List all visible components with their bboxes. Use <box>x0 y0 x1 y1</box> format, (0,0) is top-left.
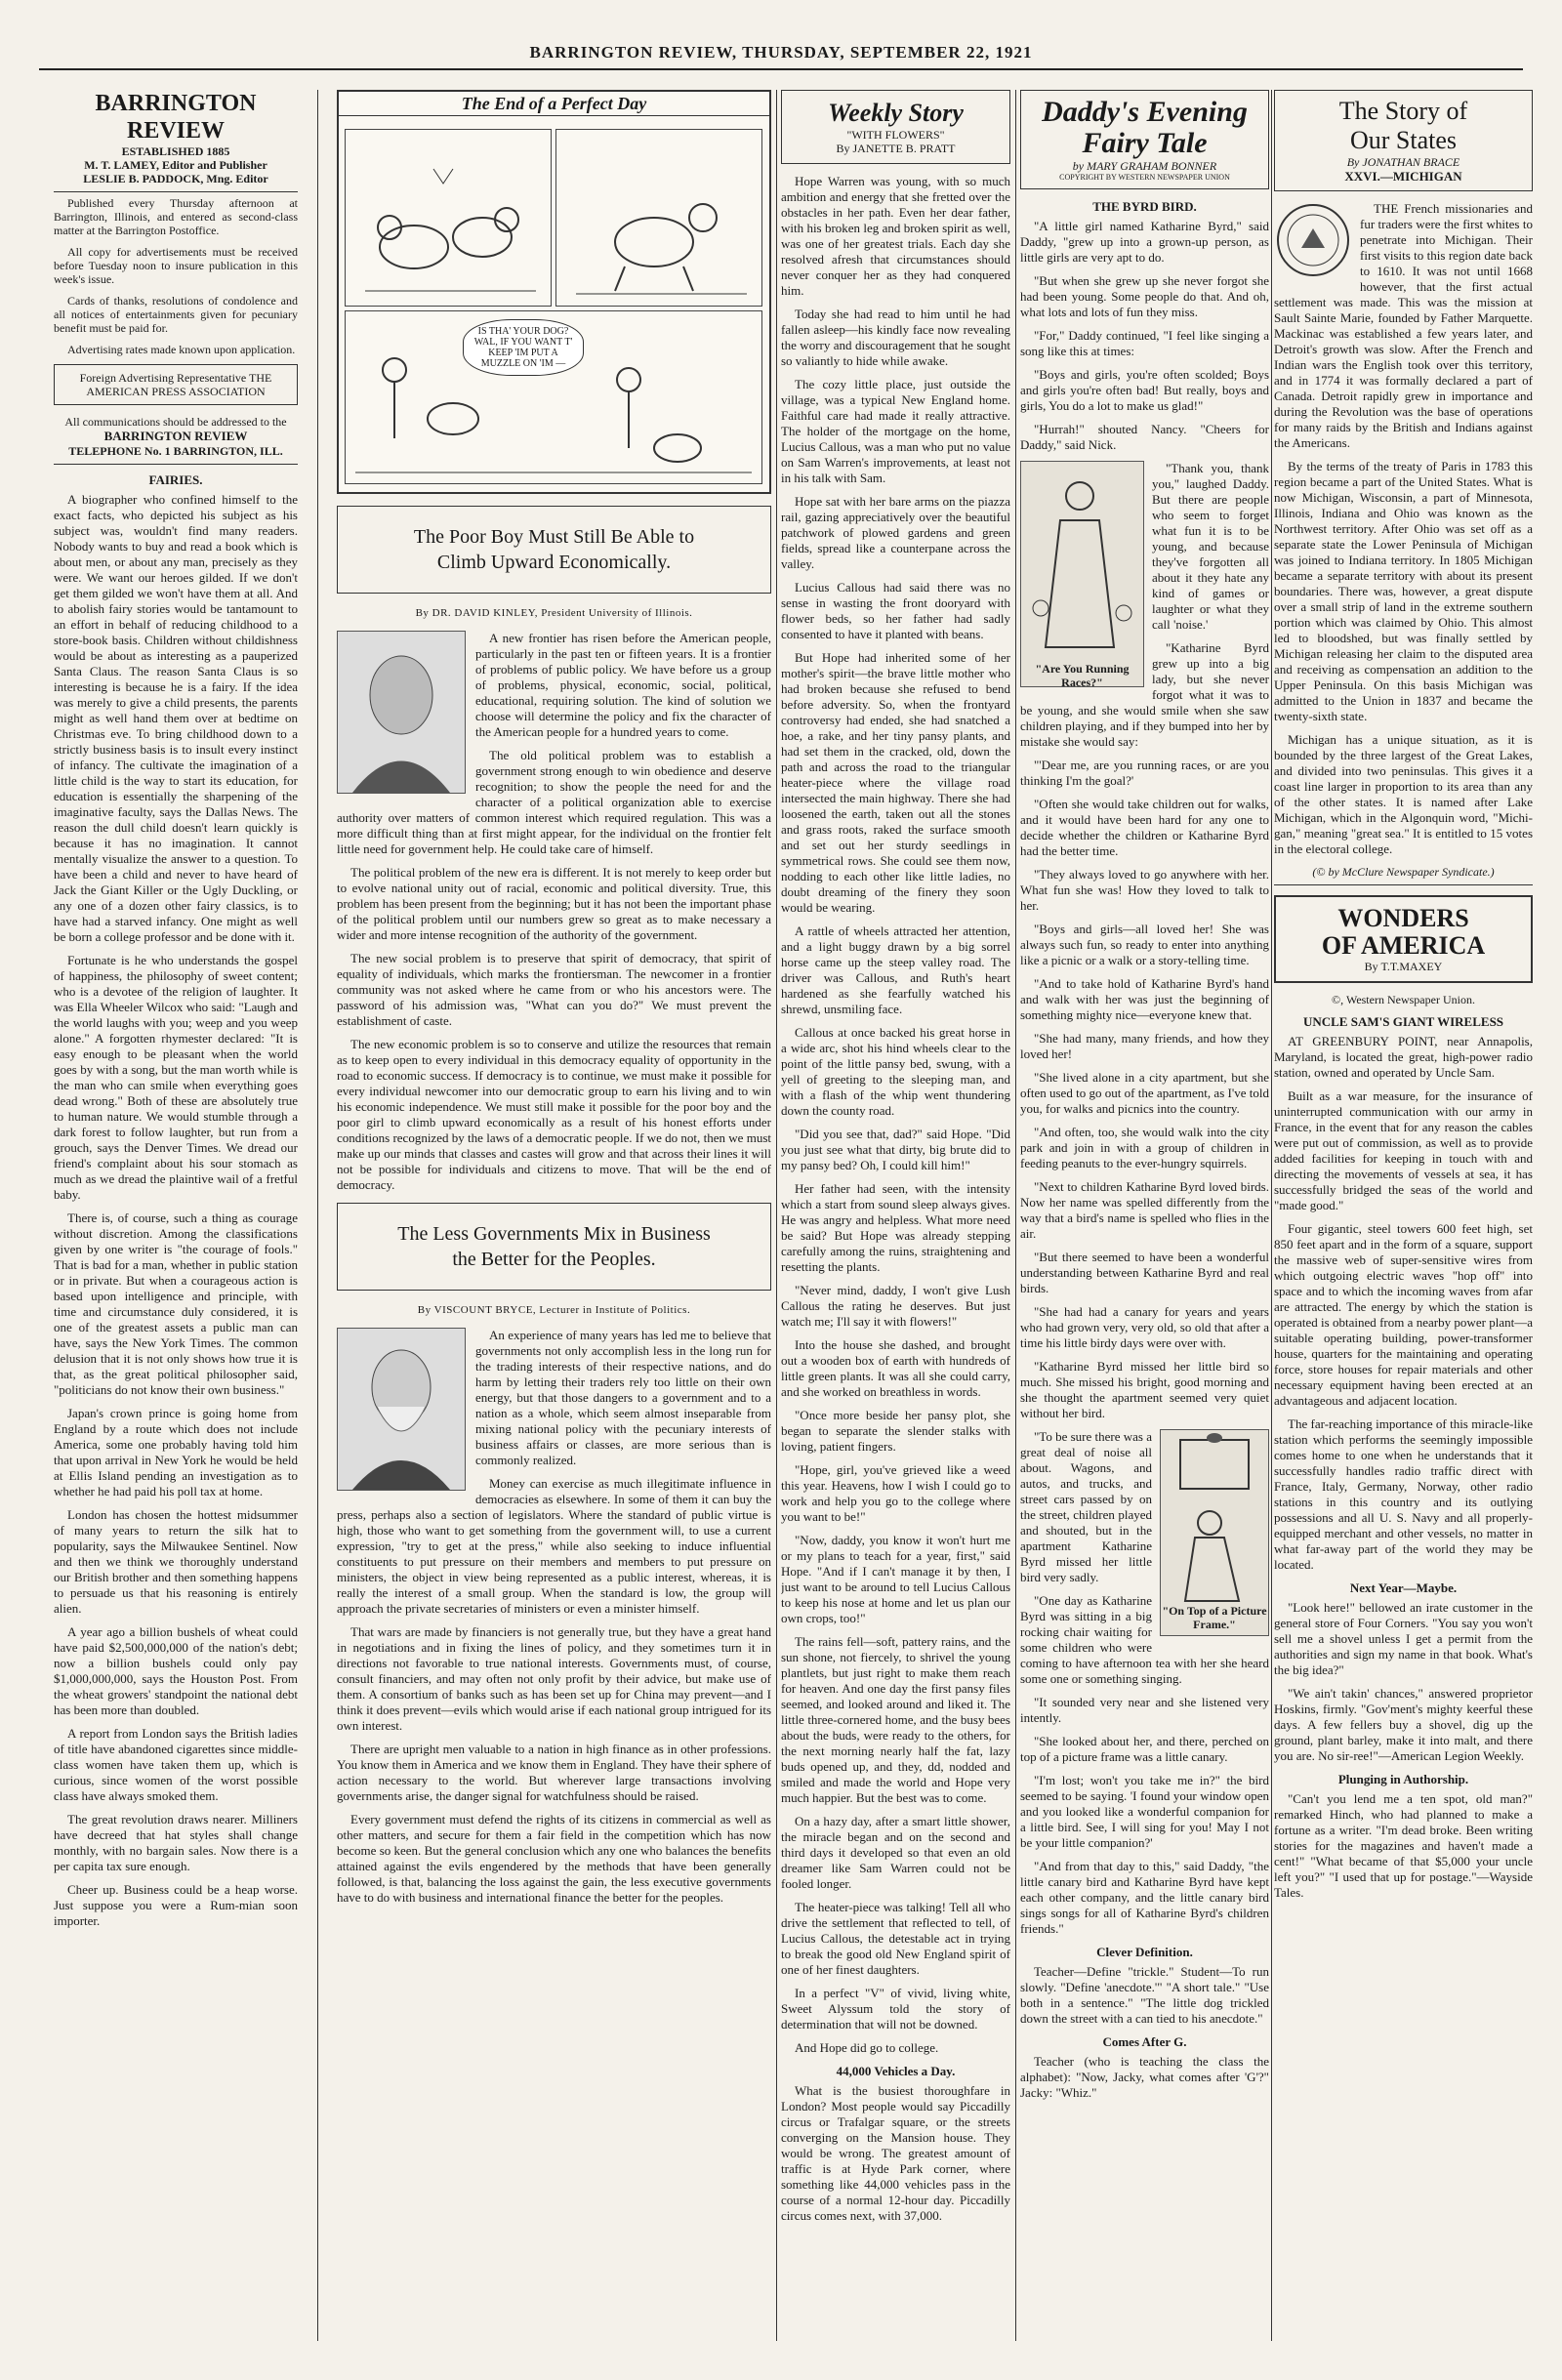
article-headline-box <box>337 1203 771 1291</box>
fairy-tale-paragraph: "She had had a canary for years and years who had grown very, very old, so old that after a time his little birdy days were over with. <box>1020 1304 1269 1350</box>
story-paragraph: Into the house she dashed, and brought out a wooden box of earth with hundreds of little green plants. It was all she could carry, and she worked on breathless in words. <box>781 1337 1010 1399</box>
fairy-tale-paragraph: "Katharine Byrd missed her little bird so much. She missed his bright, good morning and she thought the apartment seemed very quiet without her bird. <box>1020 1359 1269 1420</box>
column-rule <box>317 90 318 2341</box>
editorial-paragraph: Cheer up. Business could be a heap worse. Just suppose you were a Rum-mian soon importer. <box>54 1882 298 1928</box>
comic-panel <box>345 129 552 307</box>
communications-line: All communications should be addressed to the <box>64 415 287 429</box>
article-byline: By DR. DAVID KINLEY, President University of Illinois. <box>415 607 693 619</box>
editor-line: M. T. LAMEY, Editor and Publisher <box>84 158 267 172</box>
uncle-sam-heading: UNCLE SAM'S GIANT WIRELESS <box>1302 1014 1504 1029</box>
vehicles-paragraph: What is the busiest thoroughfare in London? Most people would say Piccadilly circus or Trafalgar square, or the streets converging on the Mansion house. They would be wrong. The greatest amount of traffic is at Hyde Park corner, where something like 44,000 vehicles pass in the course of a normal 12-hour day. Piccadilly circus comes next, with 37,000. <box>781 2083 1010 2223</box>
fairy-tale-paragraph: "And to take hold of Katharine Byrd's hand and walk with her was just the beginning of something mighty nice—everyone knew that. <box>1020 976 1269 1022</box>
states-header <box>1274 90 1533 191</box>
author-portrait <box>337 631 466 794</box>
wonders-title: WONDERS <box>1337 904 1469 932</box>
story-paragraph: The rains fell—soft, pattery rains, and the sun shone, not fiercely, to shrivel the young plantlets, but just right to make them reach for heaven. And one day the first pansy files seemed, and looked around and liked it. The little three-cornered home, and the busy bees about the buds, were ready to the others, for the next morning nearly half the fat, lazy buds opened up, and they, dd, nodded and smiled and made the world and Hope very much happier. But the best was to come. <box>781 1634 1010 1805</box>
comic-strip <box>337 90 771 494</box>
fairy-tale-header <box>1020 90 1269 189</box>
fairy-tale-paragraph: "'Dear me, are you running races, or are you thinking I'm the goal?' <box>1020 758 1269 788</box>
editorial-paragraph: Fortunate is he who understands the gospel of happiness, the philosophy of sweet content; who is a devotee of the religion of laughter. It was Ella Wheeler Wilcox who said: "Laugh and the world laughs with you; weep and you weep alone." A forgotten rhymester declared: "It is easy enough to be pleasant when the world goes by with a song, but the man worth while is the man who can smile when everything goes dead wrong." Both of these are absolutely true to human nature. We would stumble through a dark forest to follow laughter, but run from a grouch, says the Denver Times. We dread our friend's complaint about his sour stomach as much as we dread the plaintive wail of a fretful baby. <box>54 953 298 1202</box>
editorial-paragraph: A report from London says the British ladies of title have abandoned cigarettes since middle-class women have taken them up, which is curious, since women of the worst possible class have always smoked them. <box>54 1726 298 1803</box>
established-line: ESTABLISHED 1885 <box>121 144 230 158</box>
comes-after-heading: Comes After G. <box>1102 2034 1187 2049</box>
illustration-caption: "Are You Running Races?" <box>1035 662 1130 689</box>
communications-paper: BARRINGTON REVIEW <box>103 429 248 443</box>
fairy-tale-paragraph: "Boys and girls—all loved her! She was always such fun, so ready to enter into anything like a picnic or a walk or a story-telling time. <box>1020 922 1269 967</box>
fairy-tale-paragraph: "It sounded very near and she listened very intently. <box>1020 1695 1269 1725</box>
next-year-heading: Next Year—Maybe. <box>1349 1580 1458 1595</box>
editorial-paragraph: A year ago a billion bushels of wheat could have paid $2,500,000,000 of the nation's debt; now a billion bushels could only pay $1,000,000,000, says the Houston Post. From the wheat growers' standpoint the national debt has been more than doubled. <box>54 1624 298 1717</box>
next-year-paragraph: "We ain't takin' chances," answered proprietor Hoskins, firmly. "Gov'ment's mighty keerful these days. A few fellers buy a shovel, dig up the ground, plant barley, make it into malt, and there you are. No sir-ree!"—American Legion Weekly. <box>1274 1686 1533 1763</box>
editorial-column <box>54 90 298 2341</box>
wonders-paragraph: Built as a war measure, for the insurance of uninterrupted communication with our army in France, in the event that for any reason the cables were put out of commission, as well as to provide added facilities for keeping in touch with and directing the movements of vessels at sea, it has successfully bridged the seas of the world and "made good." <box>1274 1088 1533 1212</box>
fairy-tale-paragraph: "Boys and girls, you're often scolded; Boys and girls you're often bad! But really, boys and girls, You do a lot to make us glad!" <box>1020 367 1269 413</box>
article-paragraph: Every government must defend the rights of its citizens in commercial as well as other matters, and secure for them a fair field in the competition which has now become so keen. But the general conclusion which any one who balances the benefits attained against the evils engendered by the methods that have been generally followed, is that, balancing the loss against the gain, the less executive governments have to do with business and international finance the better for the peoples. <box>337 1812 771 1905</box>
wonders-credit: ©, Western Newspaper Union. <box>1332 993 1475 1006</box>
article-paragraph: There are upright men valuable to a nation in high finance as in other professions. You know them in America and we know them in England. They have their sphere of action necessary to the world. But wherever large transactions involving governments arise, the danger signal for watchfulness should be raised. <box>337 1742 771 1803</box>
fairy-tale-paragraph: "But there seemed to have been a wonderful understanding between Katharine Byrd and real birds. <box>1020 1250 1269 1295</box>
fairy-tale-paragraph: "And from that day to this," said Daddy, "the little canary bird and Katharine Byrd have kept each other company, and the little canary bird sings songs for all of Katharine Byrd's children friends." <box>1020 1859 1269 1936</box>
column-rule <box>1271 90 1272 2341</box>
column-rule <box>776 90 777 2341</box>
illustration-canary <box>1160 1429 1269 1636</box>
fairy-tale-paragraph: "She had many, many friends, and how they loved her! <box>1020 1031 1269 1061</box>
fairy-tale-paragraph: "One day as Katharine Byrd was sitting in a big rocking chair waiting for some children who were coming to have afternoon tea with her she heard some one or something singing. <box>1020 1593 1269 1686</box>
wonders-title: OF AMERICA <box>1321 931 1486 960</box>
states-author: By JONATHAN BRACE <box>1346 155 1460 169</box>
fairy-tale-paragraph: "Katharine Byrd grew up into a big lady, but she never forgot what it was to be young, and she would smile when she saw children playing, and if they bumped into her by mistake she would say: <box>1020 640 1269 749</box>
plunging-paragraph: "Can't you lend me a ten spot, old man?" remarked Hinch, who had planned to make a fortune as a writer. "I'm dead broke. Been writing stories for the magazines and haven't made a cent!" "What became of that $5,000 your uncle left you?" "I used that up for postage."—Wayside Tales. <box>1274 1791 1533 1900</box>
fairy-tale-paragraph: "She looked about her, and there, perched on top of a picture frame was a little canary. <box>1020 1734 1269 1764</box>
fairy-tale-column <box>1020 90 1269 2341</box>
wonders-header <box>1274 895 1533 983</box>
article-headline: The Less Governments Mix in Business <box>397 1223 711 1245</box>
clever-paragraph: Teacher—Define "trickle." Student—To run slowly. "Define 'anecdote.'" "A short tale." "Use both in a sentence." "The little dog trickled down the street with a can tied to his anecdote." <box>1020 1964 1269 2026</box>
story-paragraph: "Never mind, daddy, I won't give Lush Callous the rating he deserves. But just watch me; I'll say it with flowers!" <box>781 1283 1010 1329</box>
ad-copy-notice: All copy for advertisements must be received before Tuesday noon to insure publication in this week's issue. <box>54 245 298 286</box>
article-paragraph: That wars are made by financiers is not generally true, but they have a great hand in negotiations and in fixing the lines of policy, and they sometimes turn it in directions not favorable to true national interests. Governments must, of course, consult financiers, and may often not only profit by their advice, but make use of them. A consortium of banks such as has been set up for China may prevent—and I think it does prevent—evils which would arise if each national group intrigued for its own interest. <box>337 1624 771 1733</box>
story-paragraph: The heater-piece was talking! Tell all who drive the settlement that reflected to tell, of Lucius Callous, the detestable act in trying to break the good old New England spirit of one of her finest daughters. <box>781 1900 1010 1977</box>
states-section: XXVI.—MICHIGAN <box>1344 169 1462 184</box>
paper-name: BARRINGTON REVIEW <box>95 91 257 144</box>
dog-fight-drawing <box>346 130 551 306</box>
story-paragraph: Callous at once backed his great horse in a wide arc, shot his hind wheels clear to the point of the little pansy bed, swung, with a yell of greeting to the sleeping man, and with a flash of the whip went thundering down the county road. <box>781 1025 1010 1118</box>
vehicles-heading: 44,000 Vehicles a Day. <box>836 2064 956 2078</box>
clever-heading: Clever Definition. <box>1096 1945 1193 1959</box>
story-paragraph: And Hope did go to college. <box>795 2040 939 2055</box>
fairy-tale-paragraph: "Hurrah!" shouted Nancy. "Cheers for Daddy," said Nick. <box>1020 422 1269 452</box>
fairy-tale-paragraph: "They always loved to go anywhere with her. What fun she was! How they loved to talk to her. <box>1020 867 1269 913</box>
illustration-caption: "On Top of a Picture Frame." <box>1162 1604 1267 1631</box>
article-paragraph: The old political problem was to establish a government strong enough to win obedience and deserve recognition; to show the people the need for and the character of a political organization able to exercise authority over matters of common interest which required regulation. This was a more difficult thing than at first might appear, for the individual on the frontier felt little need for government help. He could take care of himself. <box>337 748 771 856</box>
editorial-paragraph: A biographer who confined himself to the exact facts, who depicted his subject as his subject was, wouldn't find many readers. Nobody wants to buy and read a book which is about men, or about any man, precisely as they were. We want our heroes gilded. If we don't get them gilded we won't have them at all. And to abolish fairy stories would be tantamount to an effort in behalf of reducing childhood to a store-book basis. Children without childishness would be about as interesting as a pauperized Santa Claus. The reason Santa Claus is so interesting is because he is a fairy. If the idea was merely to give a child presents, the parents might as well hand them over at bedtime on Christmas eve. To bring childhood down to a strictly business basis is to insult every instinct of infancy. The cultivate the imagination of a little child is the way to start its education, for education is essentially the sharpening of the imaginative faculty, says the Dallas News. The reason the dull child doesn't learn quickly is because it has no imagination. It cannot mentally visualize the answer to a question. To have been a child and never to have heard of Jack the Giant Killer or the Ugly Duckling, or any one of a dozen other fairy classics, is to have had a starved infancy. One might as well be born a college professor and be done with it. <box>54 492 298 944</box>
story-paragraph: But Hope had inherited some of her mother's spirit—the brave little mother who had broken because she refused to bend before adversity. So, when the frontyard controversy had ended, she had snatched a hoe, a rake, and her tiny pansy plants, and had set them in the cracked, old, down the path and across the road to the triangular heater-piece where the village road intersected the main highway. There she had loosened the earth, taken out all the stones and grass roots, raked the surface smooth and set out her sturdy seedlings in symmetrical rows. She could see them now, nodding to each other like little ladies, no doubt dreaming of the finery they soon would be wearing. <box>781 650 1010 915</box>
states-column <box>1274 90 1533 2341</box>
article-byline: By VISCOUNT BRYCE, Lecturer in Institute of Politics. <box>417 1304 691 1316</box>
fairy-tale-paragraph: "Next to children Katharine Byrd loved birds. Now her name was spelled differently from the way that a bird's name is spelled who flies in the air. <box>1020 1179 1269 1241</box>
article-headline: The Poor Boy Must Still Be Able to <box>413 526 695 548</box>
plunging-heading: Plunging in Authorship. <box>1337 1772 1469 1786</box>
illustration-woman-children <box>1020 461 1144 687</box>
fairy-tale-paragraph: "Often she would take children out for walks, and it would have been hard for any one to decide whether the children or Katharine Byrd had the better time. <box>1020 797 1269 858</box>
wonders-paragraph: Four gigantic, steel towers 600 feet high, set 850 feet apart and in the form of a square, support the massive web of super-sensitive wires from which outgoing electric waves "hop off" into space and to which the incoming waves from afar are attracted. The energy by which the station is operated is obtained from a nearby power plant—a suitable operating building, power-transformer house, quarters for the maintaining and operating force, store houses for repair materials and other necessary equipment having been erected at an advantageous and adjacent location. <box>1274 1221 1533 1408</box>
editorial-paragraph: London has chosen the hottest midsummer of many years to return the silk hat to popularity, says the Milwaukee Sentinel. Now and then we think we thoroughly understand our British brother and then something happens to persuade us that his reasoning is entirely alien. <box>54 1507 298 1616</box>
fairy-tale-paragraph: "Thank you, thank you," laughed Daddy. But there are people who seem to forget what fun it is to be young, and because they've forgotten all about it they hate any kind of games or laughter or what they call 'noise.' <box>1152 461 1269 632</box>
articles-column <box>337 90 771 2341</box>
states-title: The Story of <box>1338 97 1468 125</box>
fairy-tale-paragraph: "A little girl named Katharine Byrd," said Daddy, "grew up into a grown-up person, as little girls are very apt to do. <box>1020 219 1269 265</box>
foreign-rep-box: Foreign Advertising Representative THE AMERICAN PRESS ASSOCIATION <box>54 364 298 405</box>
fairy-tale-paragraph: "For," Daddy continued, "I feel like singing a song like this at times: <box>1020 328 1269 358</box>
weekly-story-title: Weekly Story <box>828 99 964 127</box>
fairy-tale-paragraph: "She lived alone in a city apartment, but she often used to go out of the apartment, as I've told you, for walks and picnics into the country. <box>1020 1070 1269 1116</box>
story-paragraph: The cozy little place, just outside the village, was a typical New England home. Faithful care had made it really attractive. The holder of the mortgage on the home, Lucius Callous, was a man who put no value on Sam Warren's improvements, at least not in his talk with Sam. <box>781 377 1010 485</box>
states-paragraph: By the terms of the treaty of Paris in 1783 this region became a part of the United States. What is now Michigan, Wisconsin, a part of Minnesota, Illinois, Indiana and Ohio was known as the Northwest territory. After Ohio was set off as a separate state the Lower Peninsula of Michigan was joined to Indiana territory. In 1805 Michigan became a separate territory with about its present boundaries. There was, however, a great dispute over a small strip of land in the extreme southern portion which was claimed by Ohio. This almost led to bloodshed, but was finally settled by Michigan releasing her claim to the disputed area and receiving as compensation an addition to the Upper Peninsula. On this basis Michigan was admitted to the Union in 1837 and became the twenty-sixth state. <box>1274 459 1533 723</box>
article-paragraph: The new social problem is to preserve that spirit of democracy, that spirit of equality of individuals, which marks the frontiersman. The newcomer in a frontier community was not asked where he came from or who his ancestors were. The password of his admission was, "What can you do?" We must prevent the establishment of caste. <box>337 951 771 1028</box>
michigan-seal-icon <box>1274 201 1352 279</box>
story-paragraph: Hope sat with her bare arms on the piazza rail, gazing appreciatively over the beautiful patchwork of plowed gardens and green fields, spread like a counterpane across the valley. <box>781 494 1010 571</box>
weekly-story-header <box>781 90 1010 164</box>
editorial-paragraph: The great revolution draws nearer. Milliners have decreed that hat styles shall change monthly, with no bargain sales. Now there is a per capita tax sure enough. <box>54 1812 298 1873</box>
column-rule <box>1015 90 1016 2341</box>
telephone-line: TELEPHONE No. 1 BARRINGTON, ILL. <box>54 444 298 465</box>
article-paragraph: The new economic problem is so to conserve and utilize the resources that remain as to keep open to every individual in this democracy equality of opportunity in the road to economic success. If democracy is to continue, we must make it possible for every individual newcomer into our democratic group to earn his living and to win his economic independence. We must still make it possible for the poor boy and the poor girl to climb upward economically as a result of his honest efforts under conditions recognized by the laws of a democratic people. If we do not, then we must make up our minds that classes and castes will grow and that across their lines it will not be possible for individuals and citizens to move. That will be the end of democracy. <box>337 1037 771 1192</box>
states-paragraph: Michigan has a unique situation, as it is bounded by the three largest of the Great Lakes, and divided into two peninsulas. This gives it a coast line larger in proportion to its area than any of the other states. It is named after Lake Michigan, which in the Algonquin word, "Michi-gan," meaning "great sea." It is entitled to 15 votes in the electoral college. <box>1274 732 1533 856</box>
story-paragraph: Lucius Callous had said there was no sense in wasting the front dooryard with flower beds, so her father had sadly consented to have it planted with beans. <box>781 580 1010 641</box>
wonders-paragraph: AT GREENBURY POINT, near Annapolis, Maryland, is located the great, high-power radio station, owned and operated by Uncle Sam. <box>1274 1034 1533 1080</box>
comic-title: The End of a Perfect Day <box>339 92 769 116</box>
cards-notice: Cards of thanks, resolutions of condolence and all notices of entertainments given for pecuniary benefit must be paid for. <box>54 294 298 335</box>
next-year-paragraph: "Look here!" bellowed an irate customer in the general store of Four Corners. "You say you won't sell me a shovel unless I get a permit from the authorities and sign my name in that book. What's the big idea?" <box>1274 1600 1533 1677</box>
fairies-heading: FAIRIES. <box>148 472 203 487</box>
story-paragraph: Hope Warren was young, with so much ambition and energy that she fretted over the obstacles in her path. Even her dear father, with his broken leg and broken spirit as well, was one of her greatest trials. Each day she resolved afresh that circumstances should never conquer her as they had conquered him. <box>781 174 1010 298</box>
fairy-tale-paragraph: "I'm lost; won't you take me in?" the bird seemed to be saying. 'I found your window open and you looked like a wonderful companion for a little bird. See, I will sing for you! May I not be your little companion?' <box>1020 1773 1269 1850</box>
fairy-tale-paragraph: "To be sure there was a great deal of noise all about. Wagons, and autos, and trucks, and street cars passed by on the street, children played and shouted, but in the apartment Katharine Byrd missed her little bird very sadly. <box>1020 1429 1152 1584</box>
fairy-tale-paragraph: "But when she grew up she never forgot she had been young. Some people do that. And oh, what lots and lots of fun they miss. <box>1020 273 1269 319</box>
article-paragraph: An experience of many years has led me to believe that governments not only accomplish less in the long run for the trading interests of their respective nations, and do harm by letting their traders rely too little on their own energy, but that those dangers to a government and to a nation as a whole, which seem almost inseparable from mixing national policy with the pecuniary interests of business affairs or classes, are more serious than is commonly realized. <box>475 1328 771 1467</box>
manager-line: LESLIE B. PADDOCK, Mng. Editor <box>83 172 268 185</box>
story-paragraph: "Once more beside her pansy plot, she began to separate the slender stalks with loving, patient fingers. <box>781 1408 1010 1454</box>
states-credit: (© by McClure Newspaper Syndicate.) <box>1274 865 1533 885</box>
article-headline: Climb Upward Economically. <box>436 552 672 573</box>
states-paragraph: THE French missionaries and fur traders were the first whites to penetrate into Michigan. Their first visits to this region date back to 1610. It was not until 1668 however, that the first actual settlement was made. This was the mission at Sault Sainte Marie, founded by Father Marquette. Mackinac was established a few years later, and Detroit's growth was slow. After the French and Indian wars the English took over this territory, and in 1774 it was formally declared a part of Canada. Detroit rapidly grew in importance and during the Revolution was the base of operations for many raids by the British and Indians against the Americans. <box>1274 201 1533 450</box>
states-title: Our States <box>1349 126 1458 154</box>
rates-notice: Advertising rates made known upon application. <box>67 343 296 356</box>
speech-bubble: IS THA' YOUR DOG? WAL, IF YOU WANT T' KEEP 'IM PUT A MUZZLE ON 'IM — <box>463 319 584 376</box>
fairy-tale-copyright: COPYRIGHT BY WESTERN NEWSPAPER UNION <box>1059 173 1230 182</box>
article-headline: the Better for the Peoples. <box>452 1249 656 1270</box>
weekly-story-subtitle: "WITH FLOWERS" <box>846 128 945 142</box>
weekly-story-column <box>781 90 1010 2341</box>
story-paragraph: In a perfect "V" of vivid, living white, Sweet Alyssum told the story of determination that will not be downed. <box>781 1986 1010 2031</box>
story-paragraph: Her father had seen, with the intensity which a start from sound sleep always gives. He was angry and helpless. What more need be said? But Hope was already stepping carefully among the ruins, straightening and resetting the plants. <box>781 1181 1010 1274</box>
weekly-story-author: By JANETTE B. PRATT <box>836 142 956 155</box>
article-paragraph: The political problem of the new era is different. It is not merely to keep order but to evolve national unity out of racial, economic and political diversity. True, this problem has been present from the beginning; but it has not been the important phase of the political problem until our numbers grew so great as to make necessary a wider and more intense recognition of the authority of the government. <box>337 865 771 942</box>
comes-after-paragraph: Teacher (who is teaching the class the alphabet): "Now, Jacky, what comes after 'G'?" Jacky: "Whiz." <box>1020 2054 1269 2100</box>
publication-info: Published every Thursday afternoon at Barrington, Illinois, and entered as second-class matter at the Barrington Postoffice. <box>54 196 298 237</box>
wonders-author: By T.T.MAXEY <box>1364 960 1443 973</box>
article-paragraph: A new frontier has risen before the American people, particularly in the past ten or fifteen years. It is a frontier of problems of public policy. We have before us a group of problems, physical, economic, social, political, educational, requiring solution. The kind of solution we choose will determine the policy and fix the character of the American people for a hundred years to come. <box>475 631 771 739</box>
story-paragraph: "Hope, girl, you've grieved like a weed this year. Heavens, how I wish I could go to work and help you go to the college where you want to be!" <box>781 1462 1010 1524</box>
fairy-tale-story-heading: THE BYRD BIRD. <box>1092 199 1197 214</box>
story-paragraph: "Did you see that, dad?" said Hope. "Did you just see what that dirty, big brute did to my pansy bed? Oh, I could kill him!" <box>781 1127 1010 1172</box>
editorial-paragraph: There is, of course, such a thing as courage without discretion. Among the classifications given by one writer is "the courage of fools." That is bad for a man, whether in public station or in private. But when a courageous action is based upon intelligence and principle, with time and circumstance duly considered, it is one of the greatest assets a public man can have, says the New York Times. The common delusion that it is not only shows how true it is that, as the great political philosopher said, "politicians do not know their own business." <box>54 1211 298 1397</box>
article-paragraph: Money can exercise as much illegitimate influence in democracies as elsewhere. In some of them it can buy the press, perhaps also a section of legislators. Where the standard of public virtue is high, those who want to get something from the government will, to use a current expression, "try to get at the press," while also seeking to induce influential constituents to put pressure on their members and members to put pressure on ministers, the object in view being represented as a public interest, whereas, it is really the interest of a small group. When the standard is low, the group will approach the private secretaries of ministers or even a minister himself. <box>337 1476 771 1616</box>
comic-panel <box>345 310 762 484</box>
story-paragraph: Today she had read to him until he had fallen asleep—his kindly face now revealing the worry and discouragement that he sought so valiantly to hide while awake. <box>781 307 1010 368</box>
fairy-tale-paragraph: "And often, too, she would walk into the city park and join in with a group of children in feeding peanuts to the ever-hungry squirrels. <box>1020 1125 1269 1170</box>
fairy-tale-author: by MARY GRAHAM BONNER <box>1072 159 1217 173</box>
comic-panel <box>555 129 762 307</box>
wonders-paragraph: The far-reaching importance of this miracle-like station which performs the seemingly impossible comes home to one when he understands that it successfully handles radio traffic direct with France, Italy, Germany, Norway, other radio stations in this country and its outlying possessions and all U. S. Navy and all properly-equipped merchant and other vessels, no matter in what far-away part of the world they may be located. <box>1274 1416 1533 1572</box>
article-headline-box <box>337 506 771 594</box>
editorial-paragraph: Japan's crown prince is going home from England by a route which does not include America, some one probably having told him that upon arrival in New York he would be held at Ellis Island pending an investigation as to whether he had paid his poll tax at home. <box>54 1406 298 1498</box>
story-paragraph: "Now, daddy, you know it won't hurt me or my plans to teach for a year, first," said Hope. "And if I can't manage it by then, I just want to be around to tell Lucius Callous to keep his nose at home and let us plan our own crops, too!" <box>781 1533 1010 1625</box>
fairy-tale-title: Daddy's Evening Fairy Tale <box>1042 96 1248 159</box>
story-paragraph: A rattle of wheels attracted her attention, and a light buggy drawn by a big sorrel horse came up the steep valley road. The driver was Callous, and Ruth's heart hardened as she fearfully watched his shrewd, unsmiling face. <box>781 923 1010 1016</box>
author-portrait <box>337 1328 466 1491</box>
story-paragraph: On a hazy day, after a smart little shower, the miracle began and on the second and third days it developed so that even an old dreamer like Sam Warren could not be fooled longer. <box>781 1814 1010 1891</box>
dog-chase-drawing <box>556 130 761 306</box>
page-masthead: BARRINGTON REVIEW, THURSDAY, SEPTEMBER 22, 1921 <box>39 43 1523 70</box>
